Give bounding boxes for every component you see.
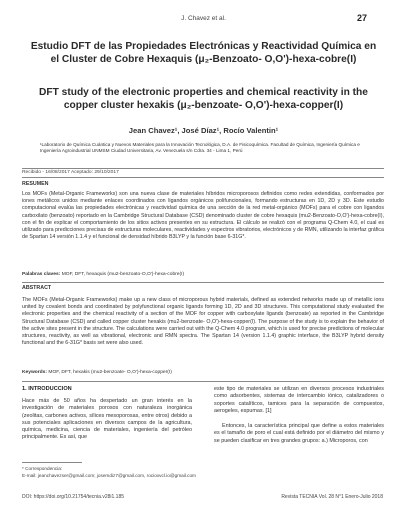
keywords-label: Palabras claves: [22, 272, 61, 277]
keywords-value: MOF, DFT, hexaquis (mu2-benzoato-O,O')-hexa-cobre(I) [61, 272, 185, 277]
keywords-value: MOF, DFT, hexakis (mu2-benzoate- O,O')-hexa-copper(I) [48, 370, 172, 375]
intro-heading: 1. INTRODUCCION [22, 386, 72, 392]
affiliation: ¹Laboratorio de Química Cuántica y Nuevos Materiales para la Innovación Tecnológica, D.A. de Fisicoquímica. Facultad de Química, Ingeniería Química e Ingeniería Agroindustrial UNMSM Ciudad Universitaria, Av. Venezuela s/n Cdra. 34 - Lima 1, Perú [40, 142, 360, 154]
running-header-author: J. Chavez et al. [181, 15, 226, 22]
resumen-text: Los MOFs (Metal-Organic Frameworks) son una nueva clase de materiales híbridos microporosos definidos como redes extendidas, conformados por iones metálicos unidos mediante enlaces coordinados con ligandos orgánicos polifuncionales, formando estructuras en 1D, 2D y 3D. Este estudio computacional evalúa las propiedades electrónicas y reactividad química de una sección de la red metal-orgánico (MOFs) para el cobre con ligandos carboxilato (benzoato) reportado en la Cambridge Structural Database (CSD) denominado cluster de cobre hexaquis (mu2-Benzoato-O,O')-hexa-cobre(I), con el fin de explicar el comportamiento de los sitios activos presentes en su estructura. El cálculo se realizó con el programa Q-Chem 4.0, el cual es utilizado para predicciones precisas de estructuras moleculares, reactividades y espectros vibratorios, electrónicos y de RMN, utilizando la interfaz gráfica de Spartan 14 versión 1.1.4 y el funcional de densidad híbrido B3LYP y la función base 6-31G*. [22, 191, 384, 241]
divider [22, 381, 384, 382]
abstract-heading: ABSTRACT [22, 285, 52, 291]
footnote-label: * Correspondencia: [22, 466, 63, 471]
divider [22, 168, 384, 169]
page-number: 27 [356, 13, 367, 23]
title-english: DFT study of the electronic properties and chemical reactivity in the copper cluster hexakis (μ₂-benzoate- O,O')-hexa-copper(I) [39, 87, 368, 111]
divider [22, 177, 384, 178]
abstract-text: The MOFs (Metal-Organic Frameworks) make up a new class of microporous hybrid materials, defined as extended networks made up of metallic ions united by covalent bonds and coordinated by polyfunctional organic ligands forming 1D, 2D and 3D structures. This computational study evaluated the electronic properties and the chemical reactivity of a section of the MOF for copper with carboxylate ligands (benzoate) as reported in the Cambridge Structural Database (CSD) and called copper cluster hexakis (mu2-benzoate- O,O')-hexa-copper(I). The purpose of the study is to explain the behavior of the active sites present in the structure. The calculations were carried out with the Q-Chem 4.0 program, which is used for precise predictions of molecular structures, reactivity, as well as vibrational, electronic and RMN spectra. The Spartan 14 (version 1.1.4) graphic interface, the B3LYP hybrid density functional and the 6-31G* basis set were also used. [22, 297, 384, 347]
keywords-label: Keywords: [22, 370, 48, 375]
title-spanish: Estudio DFT de las Propiedades Electrónicas y Reactividad Química en el Cluster de Cobre Hexaquis (μ₂-Benzoato- O,O')-hexa-cobre(I) [30, 41, 377, 65]
intro-left-column: Hace más de 50 años ha despertado un gran interés en la investigación de materiales porosos con naturaleza inorgánica (zeolitas, carbones activos, sílices mesoporosas, entre otros) debido a sus potenciales aplicaciones en diversos campos de la agricultura, química, medicina, ciencia de materiales, ingeniería del petróleo principalmente. Es así, que [22, 398, 192, 441]
intro-right-column-p2: Entonces, la característica principal que define a estos materiales es el tamaño de poro el cual está definido por el diámetro del mismo y se pueden clasificar en tres grandes grupos: a.) Microporos, con [214, 423, 384, 444]
abstract-keywords [22, 370, 384, 375]
doi-link[interactable]: DOI: https://doi.org/10.21754/tecnia.v28i1.185 [22, 494, 125, 500]
journal-footer: Revista TECNIA Vol. 28 N°1 Enero-Julio 2018 [281, 494, 383, 500]
divider [22, 282, 384, 283]
intro-right-column-p1: este tipo de materiales se utilizan en diversos procesos industriales como adsorbentes, sistemas de intercambio iónico, catalizadores o soportes catalíticos, tamices para la separación de compuestos, aerogeles, espumas. [1] [214, 386, 384, 414]
authors: Jean Chavez¹, José Díaz¹, Rocío Valentin¹ [128, 126, 279, 135]
resumen-keywords [22, 272, 384, 277]
resumen-heading: RESUMEN [22, 181, 49, 187]
footnote-email: E-mail: jeanchavezser@gmail.com; josemdiz7@gmail.com, rocioxvcl.io@gmail.com [22, 473, 196, 478]
footnote-rule [22, 462, 82, 463]
dates: Recibido - 16/08/2017 Aceptado: 29/10/2017 [22, 170, 119, 175]
